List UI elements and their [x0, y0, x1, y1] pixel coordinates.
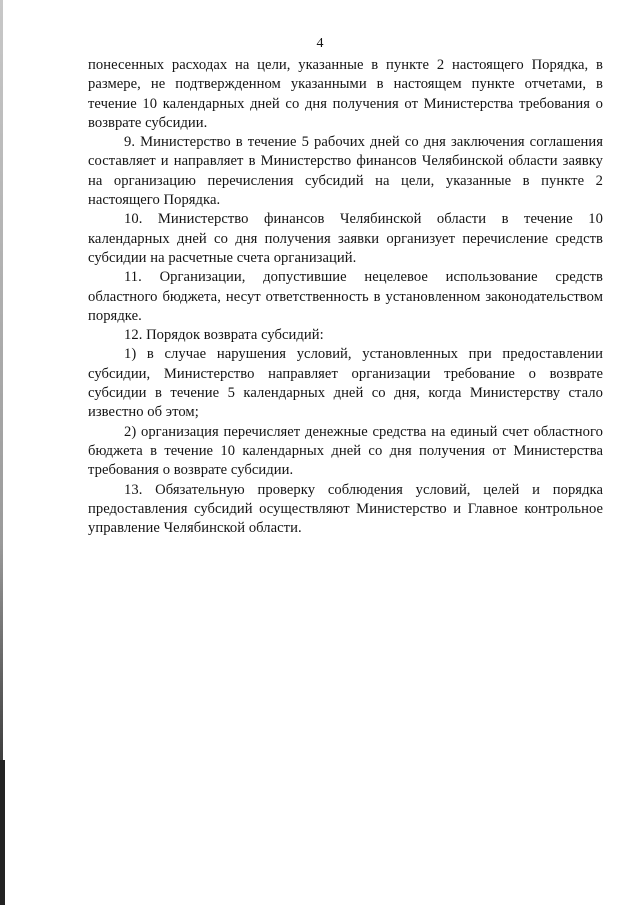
page-number: 4: [316, 36, 324, 51]
paragraph-continuation: понесенных расходах на цели, указанные в пункте 2 настоящего Порядка, в размере, не подтвержденном указанными в настоящем пункте отчетами, в течение 10 календарных дней со дня получения от Министерства требования о возврате субсидии.: [88, 57, 603, 131]
paragraph-subitem-1: 1) в случае нарушения условий, установленных при предоставлении субсидии, Министерство направляет организации требование о возврате субсидии в течение 5 календарных дней со дня, когда Министерству стало известно об этом;: [88, 346, 603, 421]
paragraph-item-13: 13. Обязательную проверку соблюдения условий, целей и порядка предоставления субсидий осуществляют Министерство и Главное контрольное управление Челябинской области.: [88, 481, 603, 537]
paragraph-item-12: 12. Порядок возврата субсидий:: [124, 327, 324, 344]
scan-edge-dark: [0, 760, 5, 905]
paragraph-subitem-2: 2) организация перечисляет денежные средства на единый счет областного бюджета в течение 10 календарных дней со дня получения от Министерства требования о возврате субсидии.: [88, 423, 603, 479]
paragraph-item-9: 9. Министерство в течение 5 рабочих дней со дня заключения соглашения составляет и направляет в Министерство финансов Челябинской области заявку на организацию перечисления субсидий на цели, указанные в пункте 2 настоящего Порядка.: [88, 134, 603, 209]
paragraph-item-11: 11. Организации, допустившие нецелевое использование средств областного бюджета, несут ответственность в установленном законодательством порядке.: [88, 269, 603, 324]
paragraph-item-10: 10. Министерство финансов Челябинской области в течение 10 календарных дней со дня получения заявки организует перечисление средств субсидии на расчетные счета организаций.: [88, 211, 603, 266]
document-body: [88, 56, 603, 538]
